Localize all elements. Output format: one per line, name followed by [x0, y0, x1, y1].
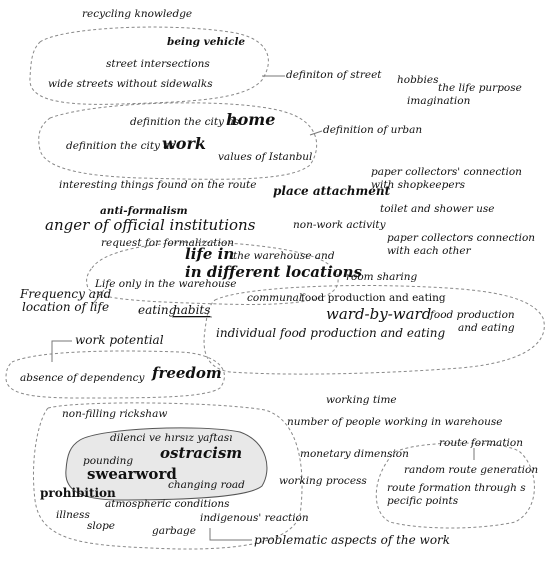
word-route-specific-2: pecific points [387, 495, 459, 507]
word-definition-of-urban: definition of urban [323, 124, 423, 136]
word-indigenous-reaction: indigenous' reaction [200, 512, 309, 524]
word-individual-food: individual food production and eating [216, 326, 446, 340]
word-imagination: imagination [407, 95, 471, 107]
word-non-work-activity: non-work activity [293, 219, 386, 231]
word-illness: illness [56, 509, 90, 521]
word-absence-dependency: absence of dependency [20, 372, 145, 384]
word-anger-official: anger of official institutions [45, 216, 256, 234]
word-working-time: working time [326, 394, 397, 406]
word-definiton-of-street: definiton of street [286, 69, 382, 81]
word-changing-road: changing road [168, 479, 245, 491]
word-definition-city-home: definition the city as [130, 116, 239, 128]
word-swearword: swearword [87, 465, 177, 483]
word-route-formation: route formation [439, 437, 523, 449]
word-warehouse-and: the warehouse and [233, 250, 335, 262]
word-anti-formalism: anti-formalism [100, 205, 188, 217]
word-frequency-location-2: location of life [22, 300, 110, 314]
word-being-vehicle: being vehicle [167, 36, 246, 48]
word-the-life-purpose: the life purpose [438, 82, 522, 94]
word-interesting-things: interesting things found on the route [59, 179, 257, 191]
word-request-formalization: request for formalization [101, 237, 235, 249]
word-room-sharing: room sharing [346, 271, 418, 283]
word-non-filling-rickshaw: non-filling rickshaw [62, 408, 168, 420]
word-ward-by-ward: ward-by-ward [326, 305, 432, 323]
connector-work-potential [52, 341, 72, 362]
word-problematic-aspects: problematic aspects of the work [254, 533, 451, 547]
word-communal-suffix: food production and eating [301, 292, 446, 304]
word-garbage: garbage [152, 525, 196, 537]
word-place-attachment: place attachment [273, 184, 391, 198]
word-dilenci: dilenci ve hırsız yaftası [110, 432, 233, 444]
word-street-intersections: street intersections [106, 58, 210, 70]
word-recycling-knowledge: recycling knowledge [82, 8, 193, 20]
word-eating-habits: habits [173, 303, 211, 317]
word-route-specific-1: route formation through s [387, 482, 526, 494]
connector-problematic [210, 528, 252, 540]
word-slope: slope [87, 520, 116, 532]
word-ward-food-1: food production [430, 309, 515, 321]
word-people-warehouse: number of people working in warehouse [287, 416, 503, 428]
word-communal-prefix: communal [247, 292, 303, 304]
word-work-potential: work potential [75, 333, 164, 347]
word-ostracism: ostracism [160, 444, 243, 462]
word-wide-streets: wide streets without sidewalks [48, 78, 213, 90]
word-prohibition: prohibition [40, 486, 116, 500]
word-random-route: random route generation [404, 464, 539, 476]
word-life-in: life in [185, 245, 235, 263]
word-definition-city-work: definition the city as [66, 140, 175, 152]
connector-definition-urban [310, 131, 322, 135]
word-freedom: freedom [152, 364, 222, 382]
word-life-only-warehouse: Life only in the warehouse [95, 278, 237, 290]
word-paper-collectors-each-other-1: paper collectors connection [387, 232, 536, 244]
word-eating-prefix: eating [138, 303, 177, 317]
word-paper-collectors-shopkeepers-2: with shopkeepers [371, 179, 465, 191]
word-in-different-locations: in different locations [185, 263, 363, 281]
word-toilet-shower: toilet and shower use [380, 203, 495, 215]
word-atmospheric: atmospheric conditions [105, 498, 230, 510]
word-paper-collectors-shopkeepers-1: paper collectors' connection [371, 166, 522, 178]
word-pounding: pounding [83, 455, 134, 467]
word-ward-food-2: and eating [458, 322, 515, 334]
word-home: home [226, 110, 276, 129]
word-hobbies: hobbies [397, 74, 439, 86]
word-paper-collectors-each-other-2: with each other [387, 245, 471, 257]
word-work: work [162, 134, 206, 153]
word-monetary-dimension: monetary dimension [300, 448, 409, 460]
word-working-process: working process [279, 475, 367, 487]
word-values-of-istanbul: values of Istanbul [218, 151, 313, 163]
word-frequency-location-1: Frequency and [20, 287, 112, 301]
